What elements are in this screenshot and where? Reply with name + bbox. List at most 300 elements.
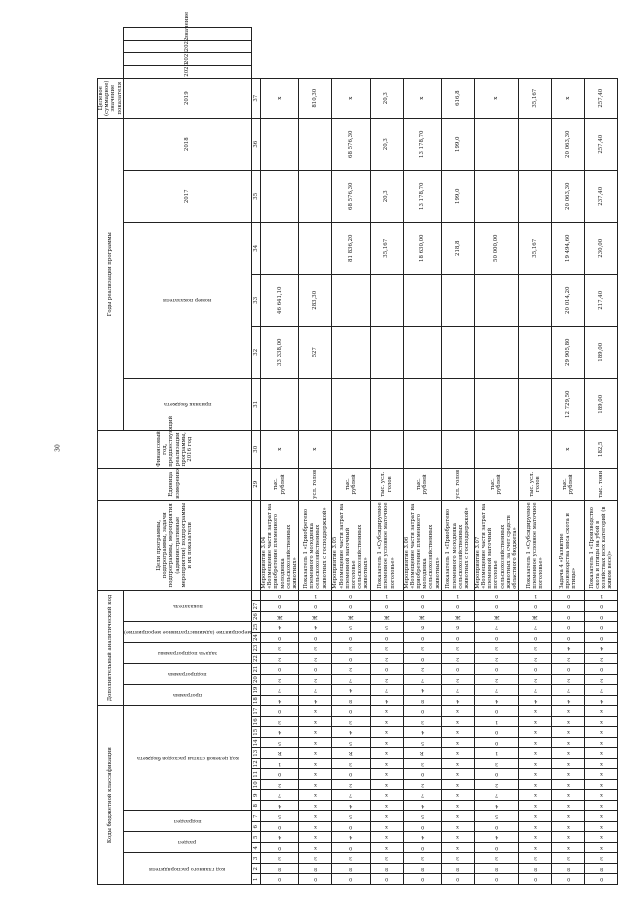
code-digit-text: 7 [420, 676, 424, 683]
code-digit [370, 769, 403, 780]
code-digit [332, 643, 370, 654]
code-digit [474, 664, 518, 675]
code-digit [519, 601, 552, 612]
code-digit-text: 5 [349, 624, 353, 631]
code-digit-text: R [277, 750, 282, 757]
code-digit-text: х [533, 823, 537, 830]
code-digit [441, 717, 474, 728]
column-number: 1 [252, 874, 261, 885]
code-digit-text: 5 [420, 739, 424, 746]
code-digit [552, 853, 585, 864]
code-digit [474, 790, 518, 801]
code-digit-text: 4 [599, 697, 603, 704]
code-digit-text: х [566, 718, 570, 725]
column-number: 21 [252, 665, 259, 673]
code-digit [585, 674, 618, 685]
row-target-value: х [332, 78, 370, 118]
code-digit-text: 7 [420, 792, 424, 799]
code-digit-text: х [313, 834, 317, 841]
year-value-2017 [474, 378, 518, 430]
code-digit [441, 738, 474, 749]
row-fin-year-value: 182,5 [585, 430, 618, 468]
year-value-2022 [299, 118, 332, 170]
code-digit-text: 3 [349, 855, 353, 862]
code-digit-text: 0 [278, 603, 282, 610]
column-number: 8 [252, 801, 261, 812]
code-digit-text: 7 [566, 687, 570, 694]
code-digit-text: 7 [494, 792, 499, 799]
vertical-header-label: подраздел [173, 818, 202, 825]
activity-row [261, 28, 299, 885]
code-digit [474, 685, 518, 696]
code-digit-text: 3 [420, 855, 424, 862]
column-number: 6 [252, 822, 261, 833]
year-value-2020 [299, 222, 332, 274]
code-digit-text: 0 [349, 844, 353, 851]
code-digit-text: х [566, 834, 570, 841]
code-digit [403, 717, 441, 728]
code-digit-text: R [420, 750, 424, 757]
code-digit [299, 622, 332, 633]
code-digit-text: 0 [349, 634, 353, 641]
code-subheader [123, 590, 251, 622]
code-digit [261, 874, 299, 885]
code-digit [585, 780, 618, 791]
code-digit [585, 790, 618, 801]
code-digit-text: х [456, 718, 460, 725]
code-digit [299, 727, 332, 738]
code-digit [261, 843, 299, 854]
year-value-2021: 237,40 [585, 170, 618, 222]
code-digit [441, 769, 474, 780]
code-digit [474, 843, 518, 854]
year-value-2022 [474, 118, 518, 170]
code-digit [585, 843, 618, 854]
code-digit-text: 2 [494, 655, 499, 662]
fin-year-header: Финансовый год, предшествующий реализации программы, 2016 год [98, 430, 252, 468]
code-digit [403, 590, 441, 601]
code-subheader [123, 643, 251, 664]
code-digit-text: Ж [532, 613, 538, 620]
code-digit-text: 1 [494, 750, 499, 757]
code-digit-text: 0 [599, 603, 603, 610]
code-digit-text: 0 [278, 666, 282, 673]
year-value-2021: 68 576,30 [332, 170, 370, 222]
year-value-2020: 35,167 [519, 222, 552, 274]
column-number: 24 [252, 634, 259, 642]
column-number: 2 [252, 864, 261, 875]
code-subheader [123, 811, 251, 832]
program-goals-header: Цели программы, подпрограммы, задачи подпрограммы, мероприятия (административные мероприятия) подпрограммы и их показатели [98, 500, 252, 590]
column-number: 12 [252, 760, 259, 768]
column-number: 3 [252, 853, 261, 864]
year-value-2021 [474, 170, 518, 222]
code-digit-text: 0 [533, 876, 537, 883]
page-number: 30 [54, 444, 62, 452]
code-digit [403, 601, 441, 612]
code-digit-text: х [599, 760, 603, 767]
code-digit-text: 3 [313, 855, 317, 862]
table-header [98, 11, 261, 885]
code-digit-text: х [385, 823, 388, 830]
code-digit [332, 727, 370, 738]
code-digit [519, 653, 552, 664]
code-subheader [123, 378, 251, 430]
code-digit-text: х [456, 792, 460, 799]
target-header: Целевое (суммарное) значение показателя [98, 78, 124, 118]
code-digit-text: 0 [566, 876, 570, 883]
code-digit [261, 780, 299, 791]
code-digit-text: 0 [494, 771, 499, 778]
code-digit [299, 706, 332, 717]
column-number: 9 [252, 790, 261, 801]
code-digit-text: 4 [599, 645, 603, 652]
code-digit-text: Ж [276, 613, 283, 620]
code-digit [403, 695, 441, 706]
row-unit: тыс. усл. голов [519, 468, 552, 500]
code-digit [585, 738, 618, 749]
code-digit-text: 7 [494, 624, 499, 631]
column-number: 37 [252, 78, 261, 118]
code-digit-text: х [533, 760, 537, 767]
code-digit-text: х [599, 834, 603, 841]
code-digit-text: х [385, 802, 388, 809]
code-digit-text: 3 [278, 645, 282, 652]
code-digit [519, 864, 552, 875]
code-digit-text: х [385, 781, 388, 788]
vertical-header-label: задача подпрограммы [157, 650, 218, 657]
code-digit-text: 4 [349, 729, 353, 736]
code-digit [403, 653, 441, 664]
code-digit-text: Ж [493, 613, 500, 620]
code-digit [332, 601, 370, 612]
year-value-2017 [441, 378, 474, 430]
code-digit [370, 611, 403, 622]
code-digit-text: 3 [533, 855, 537, 862]
code-digit-text: 8 [494, 865, 499, 872]
code-digit-text: 7 [599, 687, 603, 694]
code-digit [261, 853, 299, 864]
column-number: 26 [252, 613, 259, 621]
code-digit-text: х [313, 760, 317, 767]
row-fin-year-value: х [261, 430, 299, 468]
code-digit [441, 780, 474, 791]
year-value-2021 [299, 170, 332, 222]
code-digit-text: х [566, 760, 570, 767]
code-digit [403, 769, 441, 780]
code-digit-text: х [313, 750, 317, 757]
code-digit [519, 727, 552, 738]
code-digit-text: х [566, 813, 570, 820]
year-value-2017 [403, 378, 441, 430]
code-digit [474, 611, 518, 622]
code-digit [441, 801, 474, 812]
row-fin-year-value [370, 430, 403, 468]
code-digit [474, 759, 518, 770]
code-digit [441, 653, 474, 664]
code-digit-text: х [313, 739, 317, 746]
header-row [98, 28, 124, 885]
code-digit-text: 0 [420, 823, 424, 830]
code-digit-text: х [456, 813, 460, 820]
code-digit-text: 2 [494, 676, 499, 683]
code-digit-text: 8 [420, 865, 424, 872]
code-digit [370, 727, 403, 738]
code-digit-text: х [313, 708, 317, 715]
code-digit [585, 601, 618, 612]
code-digit [441, 727, 474, 738]
code-digit [519, 801, 552, 812]
code-digit-text: 6 [420, 624, 424, 631]
code-digit-text: 0 [566, 624, 570, 631]
code-digit [552, 590, 585, 601]
code-digit-text: 0 [278, 876, 282, 883]
row-unit: тыс. тонн [585, 468, 618, 500]
code-digit [261, 727, 299, 738]
year-value-2018 [474, 326, 518, 378]
code-digit-text: 8 [566, 865, 570, 872]
year-value-2018: 527 [299, 326, 332, 378]
code-digit [552, 811, 585, 822]
code-digit [552, 801, 585, 812]
code-digit [370, 674, 403, 685]
code-digit-text: 0 [349, 708, 353, 715]
column-number-row [252, 28, 261, 885]
code-digit [370, 790, 403, 801]
code-digit [585, 759, 618, 770]
code-digit-text: х [313, 813, 317, 820]
code-digit [299, 864, 332, 875]
code-digit [261, 653, 299, 664]
code-digit [552, 674, 585, 685]
column-number: 36 [252, 118, 261, 170]
year-value-2020: 230,00 [585, 222, 618, 274]
code-digit [474, 674, 518, 685]
code-digit-text: 0 [599, 876, 603, 883]
code-digit-text: 4 [313, 624, 317, 631]
table-body [261, 28, 618, 885]
code-digit-text: 0 [494, 729, 499, 736]
year-value-2018 [370, 326, 403, 378]
code-digit [299, 590, 332, 601]
code-subheader [123, 664, 251, 685]
code-digit-text: 8 [420, 697, 424, 704]
code-digit [585, 717, 618, 728]
code-digit [474, 622, 518, 633]
code-digit-text: 0 [456, 876, 460, 883]
code-digit [519, 706, 552, 717]
code-digit-text: 7 [384, 687, 389, 694]
code-digit-text: х [533, 781, 537, 788]
code-digit-text: х [533, 739, 537, 746]
code-digit-text: х [533, 718, 537, 725]
code-digit [441, 748, 474, 759]
code-digit [552, 643, 585, 654]
code-digit [299, 601, 332, 612]
code-digit-text: 3 [494, 760, 499, 767]
code-digit-text: 7 [313, 687, 317, 694]
code-digit [441, 864, 474, 875]
row-description: Мероприятие 3.05 «Возмещение части затрат на племенной маточный поголовье сельскохозяйственных животных» [332, 500, 370, 590]
code-digit-text: 0 [494, 823, 499, 830]
code-digit-text: 4 [349, 687, 353, 694]
code-digit-text: 5 [278, 813, 282, 820]
column-number: 13 [252, 749, 259, 757]
code-digit-text: 4 [278, 834, 282, 841]
indicator-row [441, 28, 474, 885]
code-digit [474, 874, 518, 885]
code-digit [403, 674, 441, 685]
row-target-value: 616,8 [441, 78, 474, 118]
code-digit [370, 822, 403, 833]
vertical-header-label: признак бюджета [163, 401, 212, 408]
code-digit [332, 748, 370, 759]
column-number: 31 [252, 378, 261, 430]
code-digit-text: х [566, 708, 570, 715]
code-digit [370, 843, 403, 854]
code-digit [474, 738, 518, 749]
code-digit [261, 590, 299, 601]
code-digit [299, 811, 332, 822]
column-number: 34 [252, 222, 261, 274]
code-digit-text: 8 [278, 865, 282, 872]
code-digit [441, 832, 474, 843]
code-digit-text: 0 [494, 876, 499, 883]
code-digit [299, 748, 332, 759]
code-digit-text: 3 [566, 855, 570, 862]
code-digit-text: 1 [278, 760, 282, 767]
code-digit [552, 717, 585, 728]
year-value-2021: 20 063,30 [552, 170, 585, 222]
code-digit-text: 7 [278, 792, 282, 799]
year-value-2020 [261, 222, 299, 274]
code-digit [403, 706, 441, 717]
code-digit [261, 611, 299, 622]
row-unit: тыс. рублей [261, 468, 299, 500]
code-digit [552, 601, 585, 612]
code-digit-text: х [385, 813, 388, 820]
code-digit-text: 0 [456, 603, 460, 610]
code-digit [441, 759, 474, 770]
code-digit [261, 832, 299, 843]
code-digit [332, 706, 370, 717]
code-digit [519, 590, 552, 601]
year-value-2019 [403, 274, 441, 326]
code-subheader [123, 853, 251, 885]
code-digit [519, 685, 552, 696]
row-description: Мероприятие 3.06 «Возмещение части затрат на приобретение племенного молодняка сельскохозяйственных животных» [403, 500, 441, 590]
code-digit [299, 853, 332, 864]
year-value-2022: 199,0 [441, 118, 474, 170]
code-digit [474, 801, 518, 812]
code-digit [332, 864, 370, 875]
code-digit-text: 1 [533, 592, 537, 599]
code-digit [403, 622, 441, 633]
code-digit-text: 0 [599, 613, 603, 620]
row-description: Показатель 1 «Приобретено племенного молодняка сельскохозяйственных животных с господдержкой» [441, 500, 474, 590]
code-digit-text: 0 [384, 634, 389, 641]
code-digit [261, 717, 299, 728]
code-digit [370, 832, 403, 843]
column-number [252, 590, 261, 601]
code-digit-text: х [313, 802, 317, 809]
code-digit-text: 0 [278, 592, 282, 599]
code-digit-text: х [385, 739, 388, 746]
code-digit-text: 7 [456, 687, 460, 694]
code-digit [299, 685, 332, 696]
code-digit [552, 759, 585, 770]
code-digit [403, 748, 441, 759]
code-digit [261, 759, 299, 770]
code-digit-text: х [599, 750, 603, 757]
code-digit [585, 695, 618, 706]
code-digit [552, 843, 585, 854]
code-digit-text: 0 [384, 666, 389, 673]
code-digit-text: 0 [494, 592, 499, 599]
code-digit-text: 0 [313, 876, 317, 883]
indicator-row [519, 28, 552, 885]
year-value-2020: 50 000,00 [474, 222, 518, 274]
code-digit [299, 801, 332, 812]
code-digit [474, 727, 518, 738]
code-digit [585, 590, 618, 601]
code-digit [261, 738, 299, 749]
code-digit [585, 769, 618, 780]
column-number: 29 [252, 468, 261, 500]
code-digit [519, 674, 552, 685]
code-digit [332, 653, 370, 664]
year-value-2017 [299, 378, 332, 430]
vertical-header-label: показатель [172, 603, 203, 610]
row-unit: тыс. рублей [552, 468, 585, 500]
code-digit-text: 0 [494, 708, 499, 715]
program-table [97, 11, 618, 885]
year-value-2017 [261, 378, 299, 430]
code-digit-text: х [456, 781, 460, 788]
code-digit [370, 643, 403, 654]
code-digit [474, 706, 518, 717]
code-digit-text: 2 [384, 676, 389, 683]
code-digit [261, 706, 299, 717]
code-digit-text: 5 [494, 813, 499, 820]
code-digit [332, 738, 370, 749]
year-value-2018 [519, 326, 552, 378]
code-digit-text: х [456, 708, 460, 715]
code-digit [474, 643, 518, 654]
code-digit-text: 8 [349, 865, 353, 872]
code-digit [585, 611, 618, 622]
year-value-2017: 189,00 [585, 378, 618, 430]
code-digit [585, 864, 618, 875]
code-digit-text: 5 [384, 624, 389, 631]
code-digit-text: 4 [349, 802, 353, 809]
code-digit-text: х [566, 750, 570, 757]
year-value-2018 [441, 326, 474, 378]
year-value-2022: 68 576,30 [332, 118, 370, 170]
code-digit-text: 8 [313, 865, 317, 872]
code-digit [474, 653, 518, 664]
code-digit [585, 832, 618, 843]
code-digit [370, 601, 403, 612]
code-digit [441, 695, 474, 706]
column-number: 35 [252, 170, 261, 222]
year-value-2020: 218,8 [441, 222, 474, 274]
code-digit-text: 2 [420, 781, 424, 788]
code-digit [441, 790, 474, 801]
code-digit-text: х [385, 834, 388, 841]
year-value-2021: 199,0 [441, 170, 474, 222]
code-digit [332, 769, 370, 780]
